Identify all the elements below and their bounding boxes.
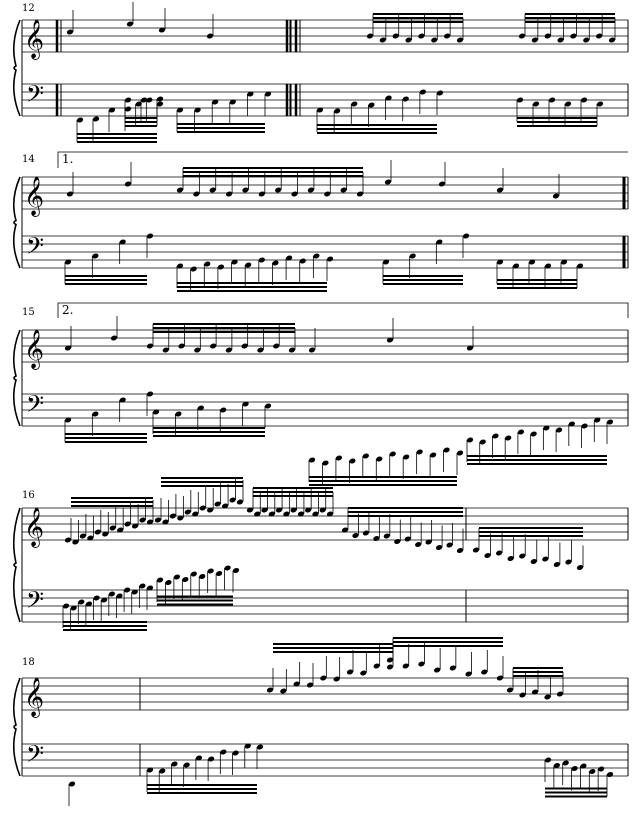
bass-clef-icon: 𝄢 — [26, 740, 45, 773]
notes — [62, 2, 616, 806]
brace-icon — [14, 20, 20, 776]
treble-clef-icon: 𝄞 — [24, 507, 45, 547]
measure-number: 14 — [22, 154, 35, 165]
clefs — [24, 19, 44, 773]
measure-number: 12 — [22, 3, 35, 14]
brace-icon — [14, 20, 20, 116]
volta-ending-label: 2. — [62, 303, 74, 317]
treble-clef-icon: 𝄞 — [24, 677, 45, 717]
measure-number: 18 — [22, 657, 35, 668]
brace-icon — [14, 177, 20, 268]
treble-clef-icon: 𝄞 — [24, 19, 45, 59]
bass-clef-icon: 𝄢 — [26, 232, 45, 265]
bass-clef-icon: 𝄢 — [26, 390, 45, 423]
treble-clef-icon: 𝄞 — [24, 329, 45, 369]
bass-clef-icon: 𝄢 — [26, 586, 45, 619]
volta-bracket — [58, 152, 628, 168]
volta-bracket — [58, 303, 628, 318]
measure-number: 15 — [22, 307, 35, 318]
brace-icon — [14, 508, 20, 622]
volta-ending-label: 1. — [62, 152, 74, 166]
brace-icon — [14, 678, 20, 776]
measure-number: 16 — [22, 490, 35, 501]
bass-clef-icon: 𝄢 — [26, 80, 45, 113]
brace-icon — [14, 330, 20, 426]
treble-clef-icon: 𝄞 — [24, 176, 45, 216]
